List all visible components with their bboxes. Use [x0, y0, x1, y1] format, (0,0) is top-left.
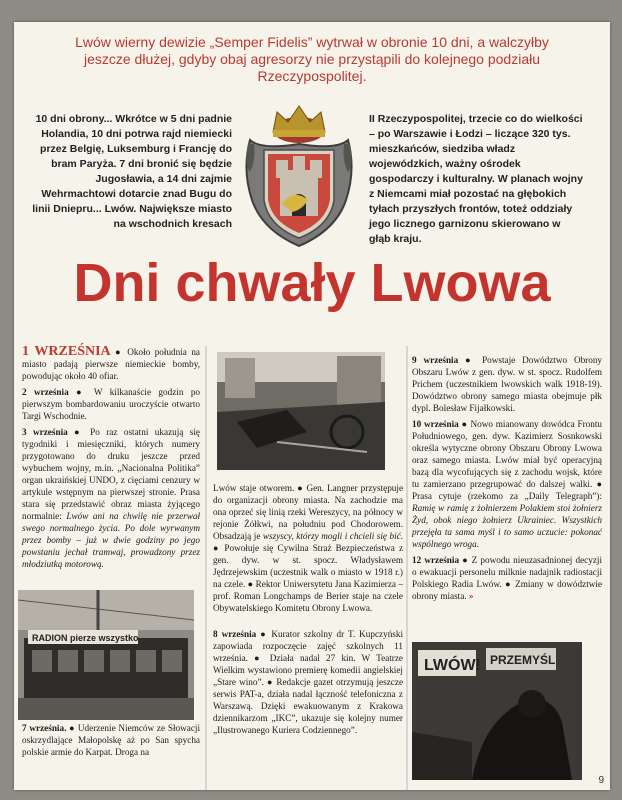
- entry-text: Zmiany w dowództwie obrony miasta.: [412, 579, 603, 601]
- entry-text: Rektor Uniwersytetu Jana Kazimierza – prof. Roman Longchamps de Berier staje na czele Obywatelskiego Komitetu Obrony Lwowa.: [213, 579, 403, 613]
- bullet-icon: ●: [297, 483, 304, 493]
- entry-text: Prasa cytuje (rzekomo za „Daily Telegraph”):: [412, 491, 602, 501]
- bullet-icon: ●: [76, 387, 87, 397]
- bullet-icon: ●: [115, 347, 123, 357]
- entry-text: Nowo mianowany dowódca Frontu Południowego, gen. dyw. Kazimierz Sosnkowski określa wytyczne obrony Obszaru Obrony Lwowa oraz samego miasta. Lwów miał być operacyjną bazą dla wycofujących się z zachodu wojsk, które tu zamierzano przegrupować do dalszej walki.: [412, 419, 603, 489]
- lwow-coat-of-arms: [242, 100, 356, 248]
- date-label: 10 września: [412, 419, 459, 429]
- date-label: 3 września: [22, 427, 68, 437]
- entry-sept-9: [412, 354, 602, 414]
- lead-paragraph: Lwów wierny dewizie „Semper Fidelis” wytrwał w obronie 10 dni, a walczyłby jeszcze dłużej, gdyby obaj agresorzy nie przystąpili do kolejnego podziału Rzeczypospolitej.: [75, 34, 549, 84]
- bullet-icon: ●: [462, 555, 469, 565]
- date-label: 8 września: [213, 629, 257, 639]
- tram-advert-text: RADION pierze wszystko: [32, 633, 139, 643]
- bullet-icon: ●: [596, 479, 603, 489]
- date-label: 2 września: [22, 387, 69, 397]
- entry-sept-3: [22, 426, 200, 570]
- page-number: 9: [598, 775, 604, 786]
- entry-text: Gen. Langner przystępuje do organizacji obrony miasta. Na zachodzie ma ona oprzeć się linią rzeki Wereszycy, na północy w rejonie Żółkwi, na południu pod Chodorowem. Obsadzają je: [213, 483, 404, 541]
- photo-railway-signs: [412, 642, 582, 780]
- entry-text: Z powodu nieuzasadnionej decyzji o ewakuacji personelu milknie nadajnik radiostacji Polskiego Radia Lwów.: [412, 555, 603, 589]
- entry-text: Powołuje się Cywilna Straż Bezpieczeństwa z gen. dyw. w st. spocz. Władysławem Jędrzejewskim (uczestnik walk o miasto w 1918 r.) na czele.: [213, 543, 404, 589]
- column-divider: [205, 346, 207, 790]
- column-divider: [406, 346, 408, 790]
- column-2-bottom: [213, 628, 403, 740]
- entry-sept-10: [412, 418, 602, 550]
- photo-destroyed-street: [217, 352, 385, 470]
- entry-text: Działa nadal 27 kin. W Teatrze Wielkim wystawiono premierę komedii angielskiej „Stare wino”.: [213, 653, 403, 687]
- date-label: 9 września: [412, 355, 459, 365]
- entry-quote: Lwów ani na chwilę nie przerwał swego normalnego życia. Po dole wyrwanym przez bomby – już w dwie godziny po jego powstaniu jechał tramwaj, prowadzony przez młodziutką motorową.: [22, 511, 200, 569]
- bullet-icon: ●: [213, 543, 221, 553]
- entry-sept-1: [22, 346, 200, 382]
- column-2: [213, 482, 403, 618]
- entry-sept-8: [213, 628, 403, 736]
- bullet-icon: ●: [266, 677, 274, 687]
- entry-text: Około południa na miasto padają pierwsze niemieckie bomby, powodując około 40 ofiar.: [22, 347, 201, 381]
- entry-text: Uderzenie Niemców ze Słowacji oskrzydlające Małopolskę aż po San spycha polskie armie do Karpat. Droga na: [22, 723, 201, 757]
- bullet-icon: ●: [465, 355, 476, 365]
- entry-quote: wszyscy, którzy mogli i chcieli się bić.: [262, 531, 403, 541]
- column-1: [22, 346, 200, 574]
- entry-text: Lwów staje otworem.: [213, 483, 295, 493]
- entry-quote: Ramię w ramię z żołnierzem Polakiem stoi żołnierz Żyd, obok niego żołnierz Ukrainiec. Wszystkich przejęła ta sama myśl i to samo uczucie: pokonać wspólnego wroga.: [412, 503, 602, 549]
- entry-text: Powstaje Dowództwo Obrony Obszaru Lwów z gen. dyw. w st. spocz. Rudolfem Prichem (uczestnikiem lwowskich walk 1918-19). Dowództwo obrony samego miasta obejmuje płk dypl. Bolesław Fijałkowski.: [412, 355, 603, 413]
- entry-sept-7: [22, 722, 200, 758]
- entry-sept-7-cont: [213, 482, 403, 614]
- bullet-icon: ●: [260, 629, 268, 639]
- page-headline: Dni chwały Lwowa: [73, 253, 551, 313]
- entry-text: Kurator szkolny dr T. Kupczyński zapowiada rozpoczęcie zajęć szkolnych 11 września.: [213, 629, 404, 663]
- entry-text: W kilkanaście godzin po pierwszym bombardowaniu uroczyście otwarto Targi Wschodnie.: [22, 387, 201, 421]
- bullet-icon: ●: [69, 723, 76, 733]
- magazine-page: [14, 22, 610, 790]
- column-1-bottom: [22, 722, 200, 762]
- column-3: [412, 354, 602, 606]
- photo-tram: [18, 590, 194, 720]
- intro-left: 10 dni obrony... Wkrótce w 5 dni padnie Holandia, 10 dni potrwa rajd niemiecki przez Belgię, Luksemburg i Francję do bram Paryża. 7 dni bronić się będzie Jugosławia, a 14 dni zajmie Wehrmachtowi dotarcie znad Bugu do linii Dniepru... Lwów. Największe miasto na wschodnich kresach: [32, 113, 232, 230]
- date-label: 12 września: [412, 555, 460, 565]
- sign-przemysl-text: PRZEMYŚL: [490, 653, 556, 667]
- bullet-icon: ●: [461, 419, 468, 429]
- bullet-icon: ●: [74, 427, 84, 437]
- entry-sept-12: [412, 554, 602, 602]
- entry-text: Redakcje gazet otrzymują jeszcze serwis PAT-a, działa nadal łączność telefoniczna z Warszawą. Dzięki ewakuowanym z Krakowa dziennikarzom „IKC”, ukazuje się kolejny numer „Ilustrowanego Kuriera Codziennego”.: [213, 677, 404, 735]
- bullet-icon: ●: [247, 579, 254, 589]
- continue-arrow-icon: »: [468, 591, 474, 601]
- bullet-icon: ●: [254, 653, 264, 663]
- bullet-icon: ●: [505, 579, 512, 589]
- intro-right: II Rzeczypospolitej, trzecie co do wielkości – po Warszawie i Łodzi – liczące 320 tys. mieszkańców, siedziba władz wojewódzkich, ważny ośrodek gospodarczy i kulturalny. W planach wojny z Niemcami miał pozostać na głębokich tyłach przyszłych frontów, toteż oddziały jego licznego garnizonu skierowano w głąb kraju.: [369, 113, 583, 245]
- date-label: 7 września.: [22, 723, 67, 733]
- entry-sept-2: [22, 386, 200, 422]
- entry-text: Po raz ostatni ukazują się tygodniki i miesięczniki, których numery przygotowano do druku jeszcze przed wybuchem wojny, m.in. „Nacionalna Politika” organ ukraińskiej UNDO, z cięciami cenzury w artykule wstępnym na pierwszej stronie. Prasa stara się przedstawić obraz miasta żyjącego normalnie:: [22, 427, 200, 521]
- date-label: 1 WRZEŚNIA: [22, 344, 111, 359]
- sign-lwow-text: LWÓW!: [424, 657, 481, 674]
